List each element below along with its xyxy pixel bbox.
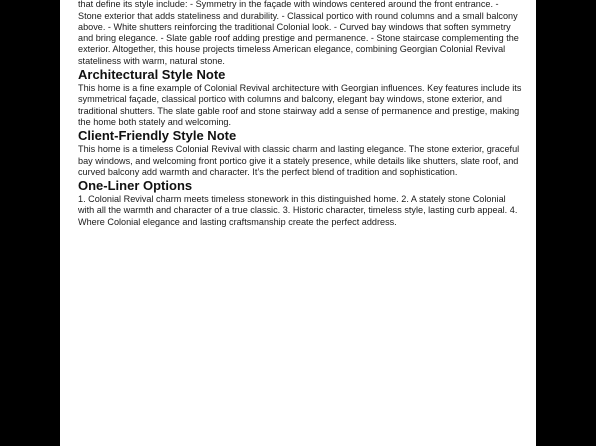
intro-paragraph: that define its style include: - Symmetry in the façade with windows centered around the front entrance. - Stone exterior that adds stateliness and durability. - Classical portico with round columns and a small balcony above. - White shutters reinforcing the traditional Colonial look. - Curved bay windows that soften symmetry and bring elegance. - Slate gable roof adding prestige and permanence. - Stone staircase complementing the exterior. Altogether, this house projects timeless American elegance, combining Georgian Colonial Revival stateliness with warm, natural stone. xyxy=(78,0,519,66)
client-friendly-style-note-body: This home is a timeless Colonial Revival with classic charm and lasting elegance. The stone exterior, graceful bay windows, and welcoming front portico give it a stately presence, while details like shutters, slate roof, and curved balcony add warmth and character. It’s the perfect blend of tradition and sophistication. xyxy=(78,144,520,177)
architectural-style-note-heading: Architectural Style Note xyxy=(78,67,226,83)
one-liner-options-body: 1. Colonial Revival charm meets timeless stonework in this distinguished home. 2. A stately stone Colonial with all the warmth and character of a true classic. 3. Historic character, timeless style, lasting curb appeal. 4. Where Colonial elegance and lasting craftsmanship create the perfect address. xyxy=(78,194,518,227)
document-content xyxy=(78,0,523,228)
one-liner-options-heading: One-Liner Options xyxy=(78,178,193,194)
document-page xyxy=(60,0,536,446)
architectural-style-note-body: This home is a fine example of Colonial Revival architecture with Georgian influences. Key features include its symmetrical façade, classical portico with columns and balcony, elegant bay windows, stone exterior, and traditional shutters. The slate gable roof and stone stairway add a sense of permanence and prestige, making the home both stately and welcoming. xyxy=(78,83,522,127)
client-friendly-style-note-heading: Client-Friendly Style Note xyxy=(78,128,237,144)
